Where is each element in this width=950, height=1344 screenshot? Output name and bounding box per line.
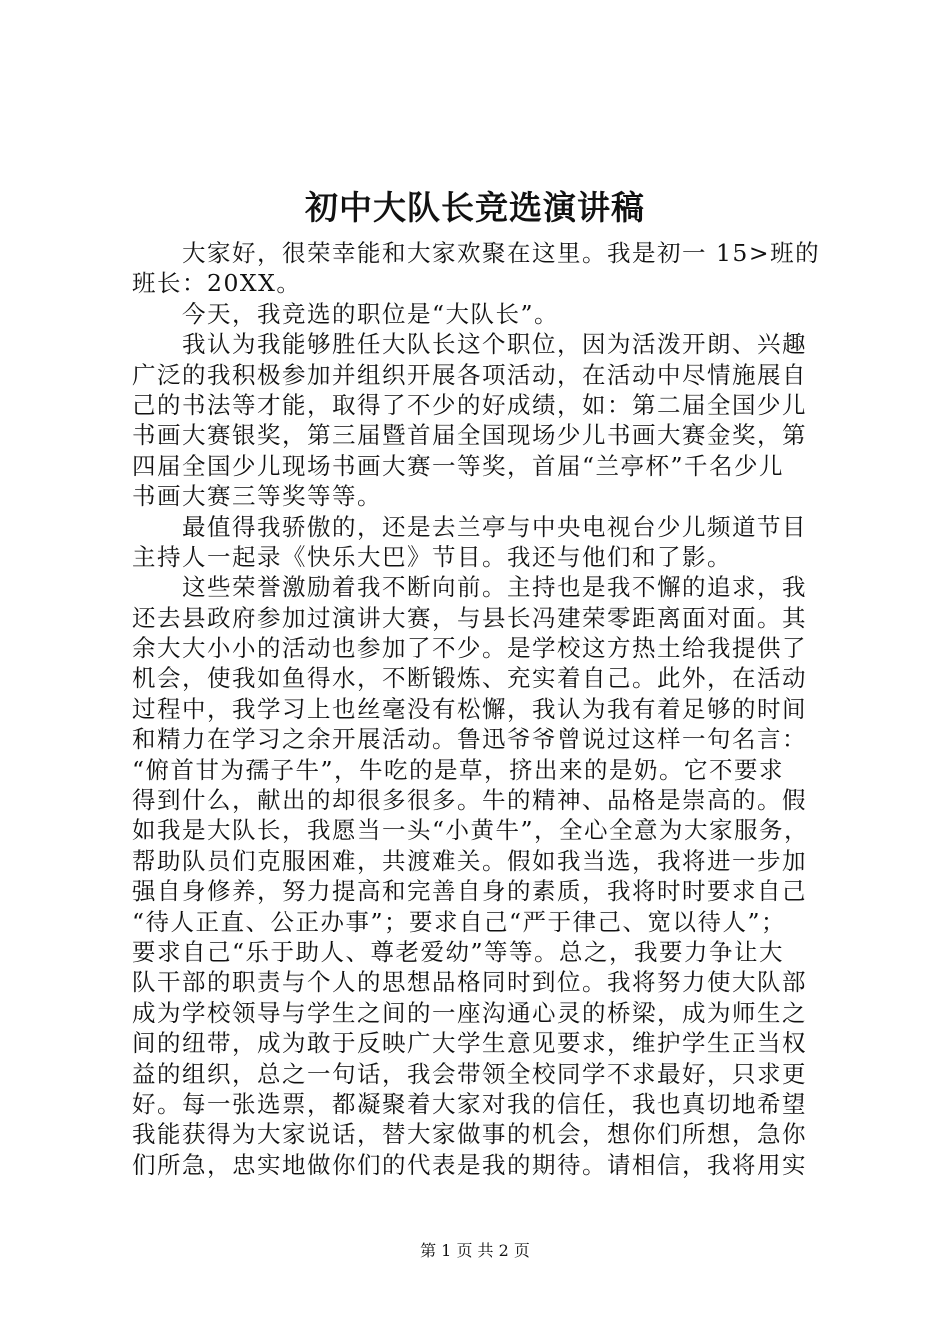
text-line: 己的书法等才能，取得了不少的好成绩，如：第二届全国少儿 xyxy=(132,390,807,419)
text-line: 队干部的职责与个人的思想品格同时到位。我将努力使大队部 xyxy=(132,968,807,997)
text-line: 最值得我骄傲的，还是去兰亭与中央电视台少儿频道节目 xyxy=(182,512,807,541)
text-line: 益的组织，总之一句话，我会带领全校同学不求最好，只求更 xyxy=(132,1059,807,1088)
text-line: 我能获得为大家说话，替大家做事的机会，想你们所想，急你 xyxy=(132,1120,807,1149)
text-line: 余大大小小的活动也参加了不少。是学校这方热土给我提供了 xyxy=(132,634,807,663)
text-line: 这些荣誉激励着我不断向前。主持也是我不懈的追求，我 xyxy=(182,573,807,602)
text-line: 过程中，我学习上也丝毫没有松懈，我认为我有着足够的时间 xyxy=(132,694,807,723)
text-line: “俯首甘为孺子牛”，牛吃的是草，挤出来的是奶。它不要求 xyxy=(132,755,785,784)
document-body xyxy=(132,238,832,1180)
text-line: 和精力在学习之余开展活动。鲁迅爷爷曾说过这样一句名言： xyxy=(132,725,807,754)
text-line: 帮助队员们克服困难，共渡难关。假如我当选，我将进一步加 xyxy=(132,846,807,875)
text-line: 得到什么，献出的却很多很多。牛的精神、品格是崇高的。假 xyxy=(132,786,807,815)
text-line: 强自身修养，努力提高和完善自身的素质，我将时时要求自己 xyxy=(132,877,807,906)
text-line: 机会，使我如鱼得水，不断锻炼、充实着自己。此外，在活动 xyxy=(132,664,807,693)
text-line: 好。每一张选票，都凝聚着大家对我的信任，我也真切地希望 xyxy=(132,1089,807,1118)
text-line: 班长：20XX。 xyxy=(132,269,302,298)
text-line: 书画大赛三等奖等等。 xyxy=(132,482,382,511)
text-line: 们所急，忠实地做你们的代表是我的期待。请相信，我将用实 xyxy=(132,1150,807,1179)
text-line: 如我是大队长，我愿当一头“小黄牛”，全心全意为大家服务， xyxy=(132,816,810,845)
text-line: 间的纽带，成为敢于反映广大学生意见要求，维护学生正当权 xyxy=(132,1029,807,1058)
text-line: 还去县政府参加过演讲大赛，与县长冯建荣零距离面对面。其 xyxy=(132,603,807,632)
text-line: 广泛的我积极参加并组织开展各项活动，在活动中尽情施展自 xyxy=(132,360,807,389)
text-line: 要求自己“乐于助人、尊老爱幼”等等。总之，我要力争让大 xyxy=(132,937,785,966)
text-line: “待人正直、公正办事”；要求自己“严于律己、宽以待人”； xyxy=(132,907,787,936)
text-line: 四届全国少儿现场书画大赛一等奖，首届“兰亭杯”千名少儿 xyxy=(132,451,785,480)
text-line: 书画大赛银奖，第三届暨首届全国现场少儿书画大赛金奖，第 xyxy=(132,421,807,450)
text-line: 我认为我能够胜任大队长这个职位，因为活泼开朗、兴趣 xyxy=(182,330,807,359)
text-line: 今天，我竞选的职位是“大队长”。 xyxy=(182,299,560,328)
page-footer: 第 1 页 共 2 页 xyxy=(420,1241,530,1260)
text-line: 主持人一起录《快乐大巴》节目。我还与他们和了影。 xyxy=(132,542,732,571)
text-line: 成为学校领导与学生之间的一座沟通心灵的桥梁，成为师生之 xyxy=(132,998,807,1027)
text-line: 大家好，很荣幸能和大家欢聚在这里。我是初一 15>班的 xyxy=(182,239,821,267)
document-title: 初中大队长竞选演讲稿 xyxy=(305,188,645,227)
